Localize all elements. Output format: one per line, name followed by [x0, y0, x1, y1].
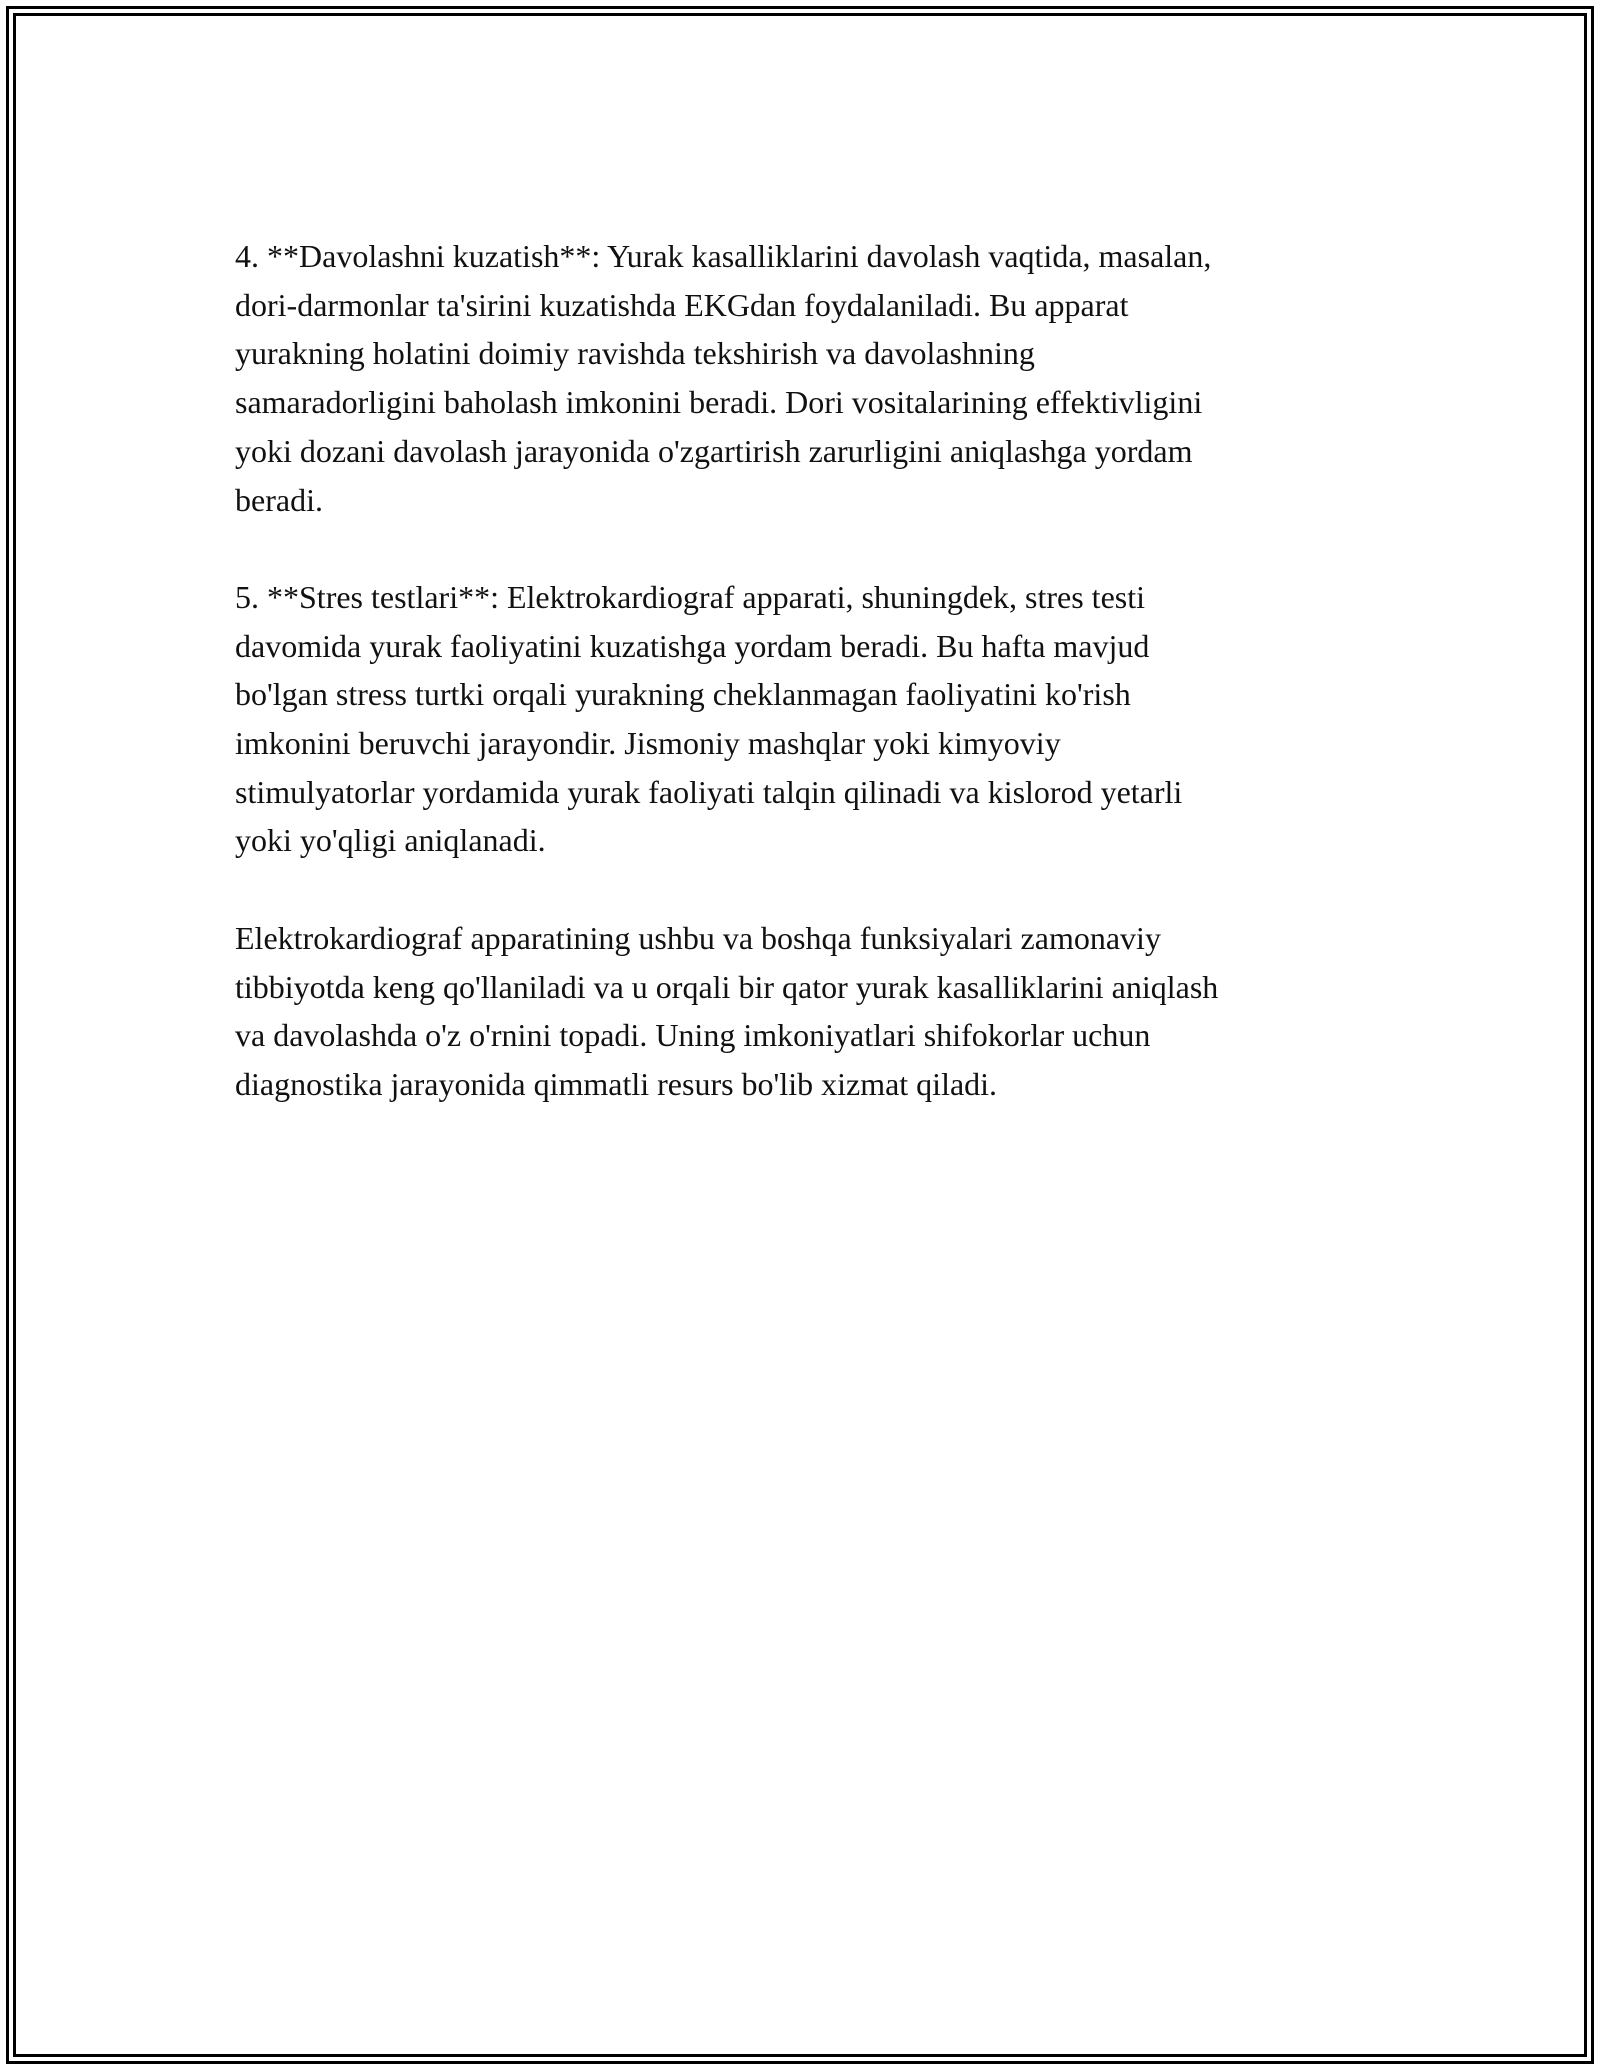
text-line: tibbiyotda keng qo'llaniladi va u orqali bir qator yurak kasalliklarini aniqlash	[235, 968, 1219, 1005]
document-body	[235, 232, 1375, 1157]
paragraph-conclusion	[235, 914, 1375, 1109]
text-line: stimulyatorlar yordamida yurak faoliyati talqin qilinadi va kislorod yetarli	[235, 773, 1183, 810]
text-line: 5. **Stres testlari**: Elektrokardiograf apparati, shuningdek, stres testi	[235, 578, 1145, 615]
text-line: yoki dozani davolash jarayonida o'zgartirish zarurligini aniqlashga yordam	[235, 432, 1193, 469]
text-line: yoki yo'qligi aniqlanadi.	[235, 822, 546, 859]
text-line: Elektrokardiograf apparatining ushbu va boshqa funksiyalari zamonaviy	[235, 919, 1161, 956]
text-line: bo'lgan stress turtki orqali yurakning cheklanmagan faoliyatini ko'rish	[235, 676, 1131, 713]
text-line: 4. **Davolashni kuzatish**: Yurak kasalliklarini davolash vaqtida, masalan,	[235, 238, 1212, 274]
text-line: imkonini beruvchi jarayondir. Jismoniy mashqlar yoki kimyoviy	[235, 725, 1061, 762]
text-line: samaradorligini baholash imkonini beradi. Dori vositalarining effektivligini	[235, 384, 1203, 421]
text-line: dori-darmonlar ta'sirini kuzatishda EKGdan foydalaniladi. Bu apparat	[235, 286, 1129, 323]
paragraph-treatment-monitoring	[235, 232, 1375, 524]
text-line: va davolashda o'z o'rnini topadi. Uning imkoniyatlari shifokorlar uchun	[235, 1017, 1151, 1054]
text-line: yurakning holatini doimiy ravishda tekshirish va davolashning	[235, 335, 1035, 372]
paragraph-stress-tests	[235, 573, 1375, 865]
text-line: davomida yurak faoliyatini kuzatishga yordam beradi. Bu hafta mavjud	[235, 627, 1150, 664]
text-line: beradi.	[235, 481, 323, 518]
text-line: diagnostika jarayonida qimmatli resurs bo'lib xizmat qiladi.	[235, 1065, 998, 1102]
